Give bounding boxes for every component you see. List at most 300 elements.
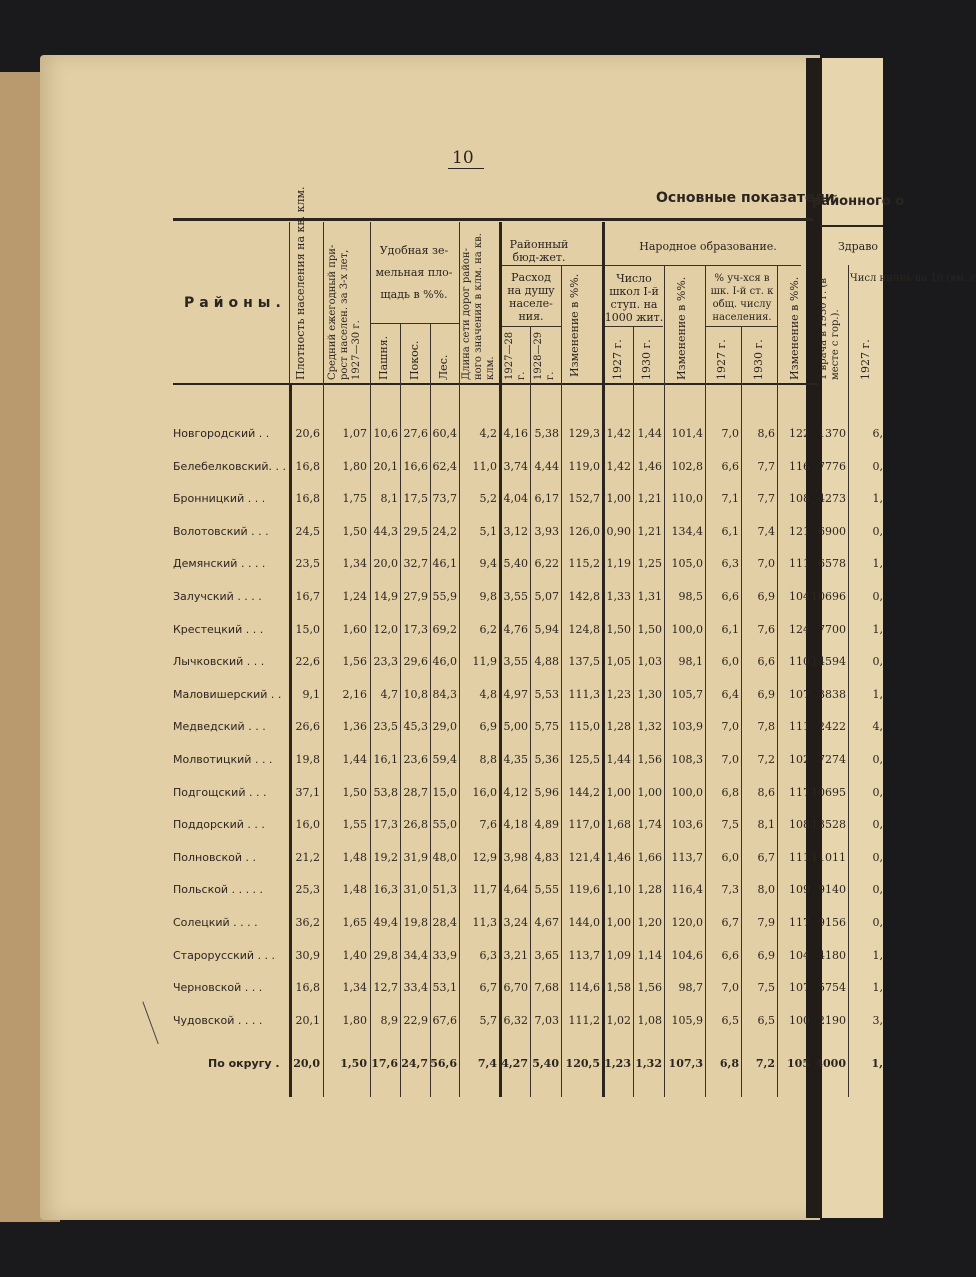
table-cell: 1,19 xyxy=(606,557,631,571)
edu-pct-header: % уч-хся в шк. I-й ст. к общ. числу населения. xyxy=(710,273,774,323)
table-cell: 3,55 xyxy=(503,590,528,603)
table-cell: 1,68 xyxy=(606,818,631,832)
district-name: Маловишерский . . xyxy=(173,687,282,701)
table-cell: 16,6 xyxy=(403,459,428,473)
table-cell: 6,6 xyxy=(721,590,739,603)
table-cell: 1,40 xyxy=(342,948,367,962)
table-cell: 5,7 xyxy=(479,1013,497,1027)
table-cell: 7,7 xyxy=(757,492,775,506)
header-rule xyxy=(173,383,818,385)
table-cell: 0, xyxy=(872,883,883,897)
table-cell: 34,4 xyxy=(403,948,428,962)
table-cell: 59,4 xyxy=(432,753,457,766)
table-cell: 1370 xyxy=(818,427,846,440)
table-cell: 113,7 xyxy=(568,948,600,962)
table-cell: 12,7 xyxy=(373,981,398,995)
table-cell: 6,7 xyxy=(757,850,775,864)
table-cell: 11,3 xyxy=(472,916,497,929)
table-cell: 1,46 xyxy=(606,850,631,864)
growth-header: Средний ежегодный при-рост населен. за 3-х лет, 1927—30 г. xyxy=(327,244,362,380)
table-cell: 4,64 xyxy=(503,883,528,897)
table-cell: 1,32 xyxy=(637,720,662,734)
district-name: Волотовский . . . xyxy=(173,524,269,538)
table-cell: 1,80 xyxy=(342,1013,367,1027)
table-cell: 1,66 xyxy=(637,850,662,864)
table-cell: 11,0 xyxy=(472,459,497,473)
table-cell: 142,8 xyxy=(568,590,600,603)
table-row xyxy=(0,460,883,480)
table-cell: 84,3 xyxy=(432,687,457,701)
table-cell: 12,9 xyxy=(472,850,497,864)
table-cell: 6,6 xyxy=(757,655,775,669)
table-cell: 1,50 xyxy=(342,524,367,538)
table-cell: 7,9 xyxy=(757,916,775,929)
table-cell: 2190 xyxy=(818,1013,846,1027)
table-row xyxy=(0,557,883,577)
table-cell: 111 xyxy=(789,720,810,734)
table-cell: 5,96 xyxy=(534,785,559,799)
table-cell: 107 xyxy=(789,981,810,995)
col-line xyxy=(705,265,706,1097)
table-cell: 6900 xyxy=(818,524,846,538)
table-row xyxy=(0,525,883,545)
table-cell: 1,56 xyxy=(637,981,662,995)
table-cell: 105 xyxy=(787,1057,810,1070)
table-cell: 1,00 xyxy=(606,785,631,799)
table-cell: 6,70 xyxy=(503,981,528,995)
edu-1927-header: 1927 г. xyxy=(611,339,624,380)
table-cell: 4,35 xyxy=(503,753,528,766)
col-line xyxy=(777,265,778,1097)
table-cell: 105,9 xyxy=(671,1013,703,1027)
table-cell: 6,1 xyxy=(721,622,739,636)
table-cell: 119,6 xyxy=(568,883,600,897)
table-cell: 11,9 xyxy=(472,655,497,669)
table-cell: 117 xyxy=(789,916,810,929)
col-line xyxy=(848,265,849,1097)
table-cell: 19,8 xyxy=(403,916,428,929)
table-cell: 7,5 xyxy=(721,818,739,832)
table-cell: 19,8 xyxy=(295,753,320,766)
table-cell: 14594 xyxy=(811,655,846,669)
table-cell: 5754 xyxy=(818,981,846,995)
table-cell: 4,76 xyxy=(503,622,528,636)
table-cell: 7,6 xyxy=(479,818,497,832)
table-cell: 7,0 xyxy=(721,720,739,734)
table-cell: 5,1 xyxy=(479,524,497,538)
table-cell: 0, xyxy=(872,753,883,766)
table-cell: 29,6 xyxy=(403,655,428,669)
table-cell: 27,9 xyxy=(403,590,428,603)
district-name: Залучский . . . . xyxy=(173,590,262,603)
table-cell: 116,4 xyxy=(671,883,703,897)
table-cell: 1,34 xyxy=(342,557,367,571)
table-cell: 69,2 xyxy=(432,622,457,636)
table-row xyxy=(0,981,883,1001)
table-cell: 23,5 xyxy=(373,720,398,734)
table-cell: 6,6 xyxy=(721,948,739,962)
table-cell: 10,6 xyxy=(373,427,398,440)
table-cell: 119,0 xyxy=(568,459,600,473)
table-cell: 10,8 xyxy=(403,687,428,701)
table-cell: 8,0 xyxy=(757,883,775,897)
table-cell: 6,4 xyxy=(721,687,739,701)
table-cell: 20,0 xyxy=(373,557,398,571)
table-cell: 17,6 xyxy=(371,1057,398,1070)
table-cell: 1,44 xyxy=(606,753,631,766)
table-cell: 103,9 xyxy=(671,720,703,734)
table-cell: 1,23 xyxy=(606,687,631,701)
table-cell: 115,2 xyxy=(568,557,600,571)
table-cell: 6,7 xyxy=(721,916,739,929)
table-cell: 1,28 xyxy=(606,720,631,734)
table-cell: 1, xyxy=(872,687,883,701)
table-cell: 6,3 xyxy=(721,557,739,571)
table-cell: 7,4 xyxy=(477,1057,497,1070)
district-name: Полновской . . xyxy=(173,850,256,864)
table-cell: 0, xyxy=(872,850,883,864)
table-cell: 20,1 xyxy=(373,459,398,473)
edu-pct-change-header: Изменение в %%. xyxy=(788,276,801,380)
table-cell: 4000 xyxy=(815,1057,846,1070)
table-cell: 20,6 xyxy=(295,427,320,440)
table-cell: 5,94 xyxy=(534,622,559,636)
table-cell: 6, xyxy=(872,427,883,440)
table-cell: 16,7 xyxy=(295,590,320,603)
table-cell: 1,00 xyxy=(606,492,631,506)
table-cell: 1,32 xyxy=(635,1057,662,1070)
table-cell: 4,12 xyxy=(503,785,528,799)
edu-pct-1927-header: 1927 г. xyxy=(715,339,728,380)
district-name: Подгощский . . . xyxy=(173,785,267,799)
table-cell: 4,83 xyxy=(534,850,559,864)
table-cell: 104 xyxy=(789,590,810,603)
table-cell: 16,8 xyxy=(295,492,320,506)
table-cell: 16,8 xyxy=(295,981,320,995)
table-cell: 55,9 xyxy=(432,590,457,603)
table-cell: 7700 xyxy=(818,622,846,636)
table-cell: 1,14 xyxy=(637,948,662,962)
table-cell: 7,2 xyxy=(755,1057,775,1070)
table-cell: 56,6 xyxy=(430,1057,457,1070)
table-cell: 6,2 xyxy=(479,622,497,636)
table-cell: 28,4 xyxy=(432,916,457,929)
table-cell: 5,40 xyxy=(503,557,528,571)
table-cell: 29,0 xyxy=(432,720,457,734)
col-line xyxy=(664,265,665,1097)
table-cell: 6578 xyxy=(818,557,846,571)
table-cell: 8,8 xyxy=(479,753,497,766)
table-cell: 17,3 xyxy=(373,818,398,832)
table-cell: 4,89 xyxy=(534,818,559,832)
table-cell: 100,0 xyxy=(671,622,703,636)
table-cell: 108,3 xyxy=(671,753,703,766)
table-cell: 3,12 xyxy=(503,524,528,538)
table-cell: 121,4 xyxy=(568,850,600,864)
table-cell: 0, xyxy=(872,524,883,538)
table-cell: 32,7 xyxy=(403,557,428,571)
table-cell: 15,0 xyxy=(295,622,320,636)
health-1927-header: 1927 г. xyxy=(859,339,872,380)
table-row xyxy=(0,883,883,903)
table-cell: 0, xyxy=(872,916,883,929)
table-cell: 1,50 xyxy=(342,785,367,799)
table-cell: 4,8 xyxy=(479,687,497,701)
district-name: Лычковский . . . xyxy=(173,655,265,669)
table-cell: 1,50 xyxy=(340,1057,367,1070)
table-cell: 6,7 xyxy=(479,981,497,995)
budget-change-header: Изменение в %%. xyxy=(568,273,581,377)
table-cell: 3838 xyxy=(818,687,846,701)
table-cell: 53,8 xyxy=(373,785,398,799)
page-number: 10 xyxy=(452,148,474,168)
table-cell: 5,36 xyxy=(534,753,559,766)
health-sub-header: Числ ничнь на 10 (вм. с xyxy=(850,273,976,284)
table-cell: 1,34 xyxy=(342,981,367,995)
budget-year-rule xyxy=(501,326,561,327)
table-row xyxy=(0,851,883,871)
table-cell: 1, xyxy=(872,557,883,571)
table-cell: 1,07 xyxy=(342,427,367,440)
table-cell: 7,0 xyxy=(721,981,739,995)
table-cell: 1,25 xyxy=(637,557,662,571)
table-cell: 6,8 xyxy=(719,1057,739,1070)
table-cell: 7,0 xyxy=(721,753,739,766)
table-cell: 126,0 xyxy=(568,524,600,538)
district-name: Польской . . . . . xyxy=(173,883,264,897)
district-name: Белебелковский. . . xyxy=(173,459,287,473)
table-cell: 1,31 xyxy=(637,590,662,603)
table-cell: 7,4 xyxy=(757,524,775,538)
district-name: Демянский . . . . xyxy=(173,557,266,571)
table-cell: 4,67 xyxy=(534,916,559,929)
table-cell: 16,8 xyxy=(295,459,320,473)
table-cell: 113,7 xyxy=(671,850,703,864)
table-cell: 0, xyxy=(872,459,883,473)
table-cell: 137,5 xyxy=(568,655,600,669)
table-cell: 4180 xyxy=(818,948,846,962)
table-cell: 4,7 xyxy=(380,687,398,701)
table-row xyxy=(0,427,883,447)
table-cell: 8,1 xyxy=(380,492,398,506)
table-cell: 24,2 xyxy=(432,524,457,538)
table-cell: 110,0 xyxy=(671,492,703,506)
table-cell: 1,03 xyxy=(637,655,662,669)
table-cell: 12,0 xyxy=(373,622,398,636)
budget-edu-sub-rule xyxy=(501,265,801,266)
table-cell: 107 xyxy=(789,687,810,701)
district-name: Поддорский . . . xyxy=(173,818,265,832)
table-cell: 6,5 xyxy=(721,1013,739,1027)
table-cell: 1,44 xyxy=(342,753,367,766)
table-cell: 45,3 xyxy=(403,720,428,734)
table-cell: 60,4 xyxy=(432,427,457,440)
budget-sub-header: Расход на душу населе-ния. xyxy=(507,271,555,323)
table-cell: 14,9 xyxy=(373,590,398,603)
health-group-header: Здраво xyxy=(838,240,879,253)
table-cell: 6,5 xyxy=(757,1013,775,1027)
table-cell: 1,50 xyxy=(637,622,662,636)
table-row xyxy=(0,492,883,512)
table-cell: 24,5 xyxy=(295,524,320,538)
land-pashnya-header: Пашня. xyxy=(377,335,390,380)
table-row xyxy=(0,949,883,969)
table-row xyxy=(0,655,883,675)
table-cell: 49,4 xyxy=(373,916,398,929)
table-cell: 8,6 xyxy=(757,427,775,440)
table-cell: 8,1 xyxy=(757,818,775,832)
table-cell: 1,00 xyxy=(606,916,631,929)
table-cell: 1,09 xyxy=(606,948,631,962)
table-cell: 101,4 xyxy=(671,427,703,440)
table-cell: 6,0 xyxy=(721,850,739,864)
table-cell: 7,2 xyxy=(757,753,775,766)
table-cell: 6,17 xyxy=(534,492,559,506)
table-cell: 1,10 xyxy=(606,883,631,897)
table-cell: 9,1 xyxy=(302,687,320,701)
table-cell: 114,6 xyxy=(568,981,600,995)
district-name: По округу . xyxy=(208,1057,280,1070)
table-cell: 5,00 xyxy=(503,720,528,734)
education-group-header: Народное образование. xyxy=(639,240,777,253)
table-cell: 1,08 xyxy=(637,1013,662,1027)
table-cell: 67,6 xyxy=(432,1013,457,1027)
table-cell: 4,04 xyxy=(503,492,528,506)
table-cell: 7,7 xyxy=(757,459,775,473)
table-cell: 144,2 xyxy=(568,785,600,799)
table-cell: 4,88 xyxy=(534,655,559,669)
district-name: Крестецкий . . . xyxy=(173,622,264,636)
table-cell: 122 xyxy=(789,427,810,440)
table-cell: 1,36 xyxy=(342,720,367,734)
table-cell: 1,33 xyxy=(606,590,631,603)
table-cell: 7274 xyxy=(818,753,846,766)
table-cell: 111,3 xyxy=(568,687,600,701)
table-cell: 11,7 xyxy=(472,883,497,897)
district-name: Старорусский . . . xyxy=(173,948,276,962)
table-cell: 98,1 xyxy=(678,655,703,669)
table-title-continued: районного о xyxy=(812,194,905,209)
table-cell: 1,24 xyxy=(342,590,367,603)
table-cell: 3, xyxy=(872,1013,883,1027)
table-cell: 23,6 xyxy=(403,753,428,766)
table-cell: 21,2 xyxy=(295,850,320,864)
table-cell: 5,53 xyxy=(534,687,559,701)
table-cell: 105,7 xyxy=(671,687,703,701)
table-cell: 9140 xyxy=(818,883,846,897)
table-cell: 4,18 xyxy=(503,818,528,832)
table-cell: 7,6 xyxy=(757,622,775,636)
table-cell: 7,3 xyxy=(721,883,739,897)
table-row xyxy=(0,720,883,740)
table-cell: 152,7 xyxy=(568,492,600,506)
table-cell: 1,56 xyxy=(342,655,367,669)
col-line xyxy=(289,222,290,384)
edu-schools-header: Число школ I-й ступ. на 1000 жит. xyxy=(604,272,664,324)
table-cell: 22,9 xyxy=(403,1013,428,1027)
table-cell: 1,44 xyxy=(637,427,662,440)
table-cell: 1, xyxy=(872,948,883,962)
table-cell: 0,90 xyxy=(606,524,631,538)
table-cell: 105,0 xyxy=(671,557,703,571)
table-cell: 30,9 xyxy=(295,948,320,962)
table-cell: 102 xyxy=(789,753,810,766)
table-cell: 6,9 xyxy=(757,687,775,701)
table-cell: 46,0 xyxy=(432,655,457,669)
table-cell: 26,8 xyxy=(403,818,428,832)
table-cell: 23,3 xyxy=(373,655,398,669)
table-cell: 7776 xyxy=(818,459,846,473)
table-cell: 1,20 xyxy=(637,916,662,929)
table-cell: 16,0 xyxy=(472,785,497,799)
table-cell: 103,6 xyxy=(671,818,703,832)
table-cell: 1,21 xyxy=(637,492,662,506)
table-cell: 6,8 xyxy=(721,785,739,799)
table-cell: 7,68 xyxy=(534,981,559,995)
table-cell: 1,50 xyxy=(606,622,631,636)
table-cell: 33,9 xyxy=(432,948,457,962)
table-cell: 3,24 xyxy=(503,916,528,929)
table-cell: 15,0 xyxy=(432,785,457,799)
table-cell: 17,3 xyxy=(403,622,428,636)
district-name: Молвотицкий . . . xyxy=(173,753,273,766)
table-cell: 53,1 xyxy=(432,981,457,995)
table-cell: 0, xyxy=(872,818,883,832)
table-cell: 109 xyxy=(789,883,810,897)
table-cell: 1,74 xyxy=(637,818,662,832)
table-cell: 73,7 xyxy=(432,492,457,506)
budget-1928-header: 1928—29 г. xyxy=(533,331,556,380)
table-cell: 3,98 xyxy=(503,850,528,864)
density-header: Плотность населения на кв. клм. xyxy=(294,186,307,380)
table-cell: 1,56 xyxy=(637,753,662,766)
table-cell: 62,4 xyxy=(432,459,457,473)
table-cell: 124,8 xyxy=(568,622,600,636)
table-cell: 1,30 xyxy=(637,687,662,701)
table-cell: 6,3 xyxy=(479,948,497,962)
table-cell: 28,7 xyxy=(403,785,428,799)
table-cell: 1,48 xyxy=(342,883,367,897)
table-cell: 116 xyxy=(789,459,810,473)
table-cell: 124 xyxy=(789,622,810,636)
table-cell: 27,6 xyxy=(403,427,428,440)
table-row xyxy=(0,688,883,708)
table-cell: 16,3 xyxy=(373,883,398,897)
table-cell: 29,8 xyxy=(373,948,398,962)
table-cell: 0, xyxy=(872,655,883,669)
table-cell: 100,0 xyxy=(671,785,703,799)
district-name: Черновской . . . xyxy=(173,981,263,995)
table-cell: 98,5 xyxy=(678,590,703,603)
table-cell: 20,0 xyxy=(293,1057,320,1070)
edu-1930-header: 1930 г. xyxy=(640,339,653,380)
table-cell: 121 xyxy=(789,524,810,538)
table-cell: 7,0 xyxy=(721,427,739,440)
table-row xyxy=(0,590,883,610)
page-number-underline xyxy=(448,168,484,169)
table-cell: 1,42 xyxy=(606,459,631,473)
table-cell: 1, xyxy=(871,1057,883,1070)
table-cell: 129,3 xyxy=(568,427,600,440)
table-row xyxy=(0,753,883,773)
table-cell: 6,22 xyxy=(534,557,559,571)
table-cell: 46,1 xyxy=(432,557,457,571)
table-cell: 51,3 xyxy=(432,883,457,897)
table-cell: 120,0 xyxy=(671,916,703,929)
table-cell: 31,0 xyxy=(403,883,428,897)
table-cell: 120,5 xyxy=(565,1057,600,1070)
table-cell: 2422 xyxy=(818,720,846,734)
